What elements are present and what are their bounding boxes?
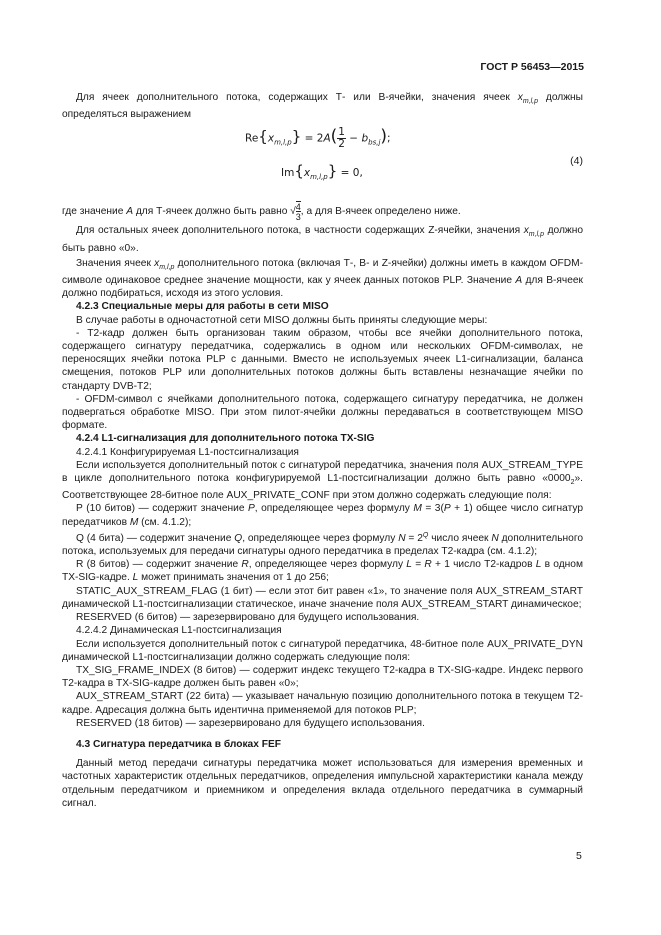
- s43-paragraph: Данный метод передачи сигнатуры передатчика может использоваться для измерения временных и частотных характеристик отдельных передатчиков, определения импульсной характеристики канала между отдельным передатчиком и приемником и определения вклада отдельного передатчика в суммарный сигнал.: [62, 758, 583, 809]
- section-4-2-4-title: 4.2.4 L1-сигнализация для дополнительного потока TX-SIG: [76, 433, 375, 445]
- value-a-paragraph: где значение А для Т-ячеек должно быть равно $√\frac{4}{3}$, а для В-ячеек определено ниже.: [62, 202, 461, 223]
- intro-paragraph: Для ячеек дополнительного потока, содержащих Т- или В-ячейки, значения ячеек $x_{m,l,p}$ должны определяться выражением: [62, 92, 583, 121]
- s424-2-subtitle: 4.2.4.2 Динамическая L1-постсигнализация: [76, 625, 282, 637]
- s423-paragraph-1: В случае работы в одночастотной сети MISO должны быть приняты следующие меры:: [76, 314, 488, 326]
- field-reserved-2-paragraph: RESERVED (18 битов) — зарезервировано для будущего использования.: [76, 717, 425, 729]
- formula-line-re: $Re\{x_{m,l,p}\} = 2A(\frac{1}{2} - b_{bs,j})$;: [245, 126, 391, 151]
- field-q-paragraph: Q (4 бита) — содержит значение Q, определяющее через формулу $N = 2^Q$ число ячеек N дополнительного потока, используемых для передачи сигнатуры одного передатчика в пределах Т2-кадра (см. 4.1.2);: [62, 531, 584, 558]
- field-reserved-1-paragraph: RESERVED (6 битов) — зарезервировано для будущего использования.: [76, 612, 420, 624]
- s424-2-paragraph: Если используется дополнительный поток с сигнатурой передатчика, 48-битное поле AUX_PRIVATE_DYN динамической L1-постсигнализации должно содержать следующие поля:: [62, 638, 583, 663]
- section-4-2-3-title: 4.2.3 Специальные меры для работы в сети MISO: [76, 301, 329, 313]
- field-p-paragraph: Р (10 битов) — содержит значение Р, определяющее через формулу М = 3(Р + 1) общее число сигнатур передатчиков М (см. 4.1.2);: [62, 503, 584, 528]
- other-cells-paragraph: Для остальных ячеек дополнительного потока, в частности содержащих Z-ячейки, значения $x_{m,l,p}$ должно быть равно «0».: [62, 225, 583, 254]
- formula-line-im: $Im\{x_{m,l,p}\} = 0$,: [281, 162, 363, 182]
- section-4-3-title: 4.3 Сигнатура передатчика в блоках FEF: [76, 738, 281, 750]
- field-static-paragraph: STATIC_AUX_STREAM_FLAG (1 бит) — если этот бит равен «1», то значение поля AUX_STREAM_START динамической L1-постсигнализации статическое, иначе значение поля AUX_STREAM_START динамическое;: [62, 585, 583, 610]
- cell-values-paragraph: Значения ячеек $x_{m,l,p}$ дополнительного потока (включая Т-, В- и Z-ячейки) должны иметь в каждом OFDM-символе одинаковое среднее значение мощности, как у ячеек данных потоков PLP. Значение А для В-ячеек должно подбираться, исходя из этого условия.: [62, 257, 583, 300]
- sqrt-fraction: $√\frac{4}{3}$: [290, 202, 301, 223]
- document-code: ГОСТ Р 56453—2015: [480, 61, 584, 73]
- page-number: 5: [576, 850, 582, 862]
- field-txsig-paragraph: TX_SIG_FRAME_INDEX (8 битов) — содержит индекс текущего Т2-кадра в TX-SIG-кадре. Индекс первого Т2-кадра в TX-SIG-кадре должен быть равен «0»;: [62, 664, 583, 690]
- s424-1-paragraph: Если используется дополнительный поток с сигнатурой передатчика, значения поля AUX_STREAM_TYPE в цикле дополнительного потока конфигурируемой L1-постсигнализации должно быть равно «$0000_2$». Соответствующее 28-битное поле AUX_PRIVATE_CONF при этом должно содержать следующие поля:: [62, 459, 583, 502]
- field-r-paragraph: R (8 битов) — содержит значение R, определяющее через формулу L = R + 1 число Т2-кадров L в одном TX-SIG-кадре. L может принимать значения от 1 до 256;: [62, 559, 583, 584]
- s423-paragraph-2: - Т2-кадр должен быть организован таким образом, чтобы все ячейки дополнительного потока, содержащего сигнатуру передатчика, содержались в одном или нескольких OFDM-символах, не переносящих ячейки потока PLP с данными. Вместо не используемых ячеек L1-сигнализации, баланса смещения, потоков PLP или дополнительных потоков должны быть вставлены незначащие ячейки по стандарту DVB-T2;: [62, 327, 583, 392]
- field-aux-start-paragraph: AUX_STREAM_START (22 бита) — указывает начальную позицию дополнительного потока в текущем Т2-кадре. Адресация должна быть идентична применяемой для потоков PLP;: [62, 691, 583, 716]
- s424-1-subtitle: 4.2.4.1 Конфигурируемая L1-постсигнализация: [76, 446, 299, 458]
- document-body: [62, 91, 583, 810]
- equation-number: (4): [570, 155, 583, 168]
- formula-4: [62, 125, 583, 199]
- s423-paragraph-3: - OFDM-символ с ячейками дополнительного потока, содержащего сигнатуру передатчика, не должен подвергаться обработке MISO. При этом пилот-ячейки должны передаваться в соответствующем MISO формате.: [62, 393, 583, 432]
